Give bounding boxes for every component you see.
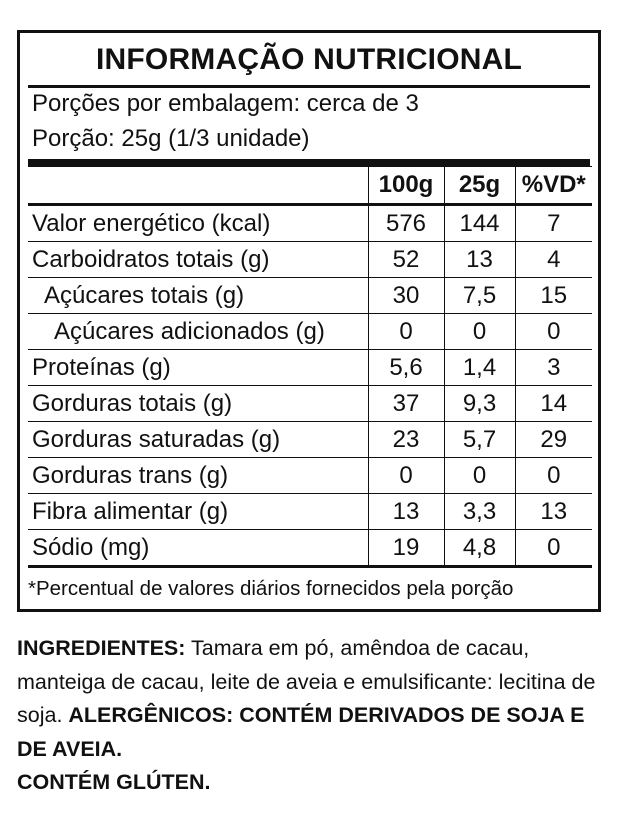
table-row (28, 386, 592, 422)
ingredients-text: Tamara em pó, amêndoa de cacau, manteiga de cacau, leite de aveia e emulsificante: lecitina de soja. (17, 636, 596, 727)
ingredients-block (17, 632, 607, 800)
value-vd: 0 (515, 458, 592, 494)
value-100g: 52 (368, 242, 444, 278)
value-25g: 1,4 (444, 350, 515, 386)
row-label: Açúcares totais (g) (28, 278, 368, 314)
value-vd: 15 (515, 278, 592, 314)
table-row (28, 458, 592, 494)
value-100g: 0 (368, 458, 444, 494)
value-vd: 13 (515, 494, 592, 530)
row-label: Gorduras totais (g) (28, 386, 368, 422)
ingredients-heading: INGREDIENTES: (17, 636, 186, 660)
value-25g: 9,3 (444, 386, 515, 422)
value-100g: 13 (368, 494, 444, 530)
value-25g: 144 (444, 205, 515, 242)
table-row (28, 278, 592, 314)
column-header-100g: 100g (368, 167, 444, 205)
row-label: Carboidratos totais (g) (28, 242, 368, 278)
row-label: Gorduras saturadas (g) (28, 422, 368, 458)
value-100g: 19 (368, 530, 444, 567)
row-label: Proteínas (g) (28, 350, 368, 386)
allergens-statement: ALERGÊNICOS: CONTÉM DERIVADOS DE SOJA E DE AVEIA. (17, 703, 585, 761)
value-vd: 29 (515, 422, 592, 458)
value-100g: 0 (368, 314, 444, 350)
table-row (28, 350, 592, 386)
serving-size: Porção: 25g (1/3 unidade) (32, 125, 310, 152)
value-100g: 5,6 (368, 350, 444, 386)
nutrition-table (28, 166, 592, 568)
row-label: Sódio (mg) (28, 530, 368, 567)
table-row (28, 242, 592, 278)
column-header-vd: %VD* (515, 167, 592, 205)
row-label: Valor energético (kcal) (28, 205, 368, 242)
value-vd: 0 (515, 530, 592, 567)
value-100g: 37 (368, 386, 444, 422)
value-vd: 14 (515, 386, 592, 422)
row-label: Açúcares adicionados (g) (28, 314, 368, 350)
table-row (28, 205, 592, 242)
value-25g: 0 (444, 314, 515, 350)
value-100g: 30 (368, 278, 444, 314)
nutrition-facts-panel (17, 30, 601, 612)
table-header-row (28, 167, 592, 205)
daily-value-footnote: *Percentual de valores diários fornecidos pela porção (28, 577, 514, 600)
value-vd: 7 (515, 205, 592, 242)
title-divider (28, 85, 590, 88)
value-25g: 0 (444, 458, 515, 494)
value-25g: 3,3 (444, 494, 515, 530)
header-blank-cell (28, 167, 368, 205)
value-100g: 23 (368, 422, 444, 458)
value-25g: 5,7 (444, 422, 515, 458)
value-vd: 3 (515, 350, 592, 386)
value-100g: 576 (368, 205, 444, 242)
row-label: Fibra alimentar (g) (28, 494, 368, 530)
nutrition-title: INFORMAÇÃO NUTRICIONAL (95, 43, 523, 76)
gluten-statement: CONTÉM GLÚTEN. (17, 770, 211, 794)
value-vd: 4 (515, 242, 592, 278)
value-vd: 0 (515, 314, 592, 350)
table-row (28, 422, 592, 458)
value-25g: 4,8 (444, 530, 515, 567)
table-row (28, 314, 592, 350)
servings-per-package: Porções por embalagem: cerca de 3 (32, 90, 419, 117)
thick-divider (28, 159, 590, 166)
table-row (28, 530, 592, 567)
value-25g: 13 (444, 242, 515, 278)
value-25g: 7,5 (444, 278, 515, 314)
column-header-25g: 25g (444, 167, 515, 205)
table-row (28, 494, 592, 530)
row-label: Gorduras trans (g) (28, 458, 368, 494)
